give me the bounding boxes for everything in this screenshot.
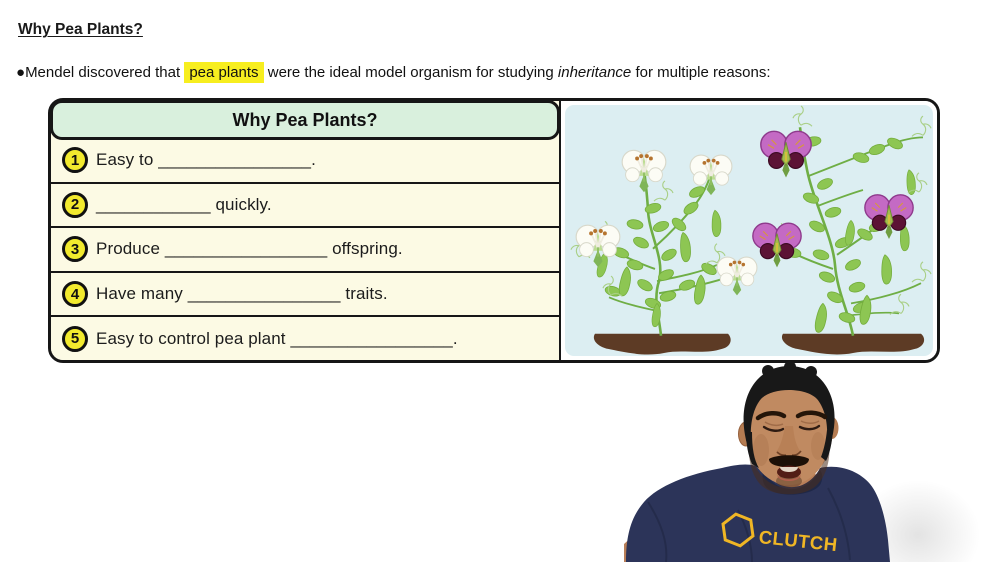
row-text: Have many ________________ traits. bbox=[96, 284, 388, 304]
table-row bbox=[51, 315, 559, 360]
presenter-figure bbox=[624, 361, 890, 562]
intro-pre: Mendel discovered that bbox=[25, 64, 185, 81]
shirt-logo-text: CLUTCH bbox=[757, 526, 839, 556]
content-panel bbox=[48, 98, 940, 363]
presenter-webcam bbox=[618, 360, 1000, 562]
table-row bbox=[51, 226, 559, 271]
illustration-panel bbox=[561, 101, 937, 360]
intro-emphasis: inheritance bbox=[557, 64, 632, 81]
row-text: Easy to ________________. bbox=[96, 150, 316, 170]
soil-mound bbox=[594, 334, 731, 355]
row-number-badge: 4 bbox=[62, 281, 88, 307]
table-row bbox=[51, 139, 559, 182]
intro-mid: were the ideal model organism for studying bbox=[263, 64, 558, 81]
table-row bbox=[51, 182, 559, 227]
table-header: Why Pea Plants? bbox=[50, 100, 560, 140]
row-number-badge: 5 bbox=[62, 326, 88, 352]
illustration-background bbox=[565, 105, 933, 356]
soil-mound bbox=[782, 334, 924, 355]
pea-plants-illustration bbox=[565, 105, 933, 356]
table-row bbox=[51, 271, 559, 316]
left-pea-plant bbox=[571, 150, 757, 354]
page-title: Why Pea Plants? bbox=[18, 21, 143, 38]
pea-pods bbox=[814, 169, 917, 333]
table-rows bbox=[51, 139, 559, 360]
bullet-marker: ● bbox=[16, 64, 26, 81]
right-pea-plant bbox=[753, 106, 931, 354]
row-text: Easy to control pea plant _________________. bbox=[96, 328, 458, 348]
row-number-badge: 3 bbox=[62, 236, 88, 262]
highlighted-phrase: pea plants bbox=[184, 62, 263, 83]
row-text: ____________ quickly. bbox=[96, 194, 272, 214]
intro-post: for multiple reasons: bbox=[631, 64, 771, 81]
row-number-badge: 2 bbox=[62, 192, 88, 218]
intro-sentence bbox=[16, 64, 771, 81]
row-number-badge: 1 bbox=[62, 147, 88, 173]
row-text: Produce _________________ offspring. bbox=[96, 239, 403, 259]
reasons-table bbox=[51, 101, 561, 360]
